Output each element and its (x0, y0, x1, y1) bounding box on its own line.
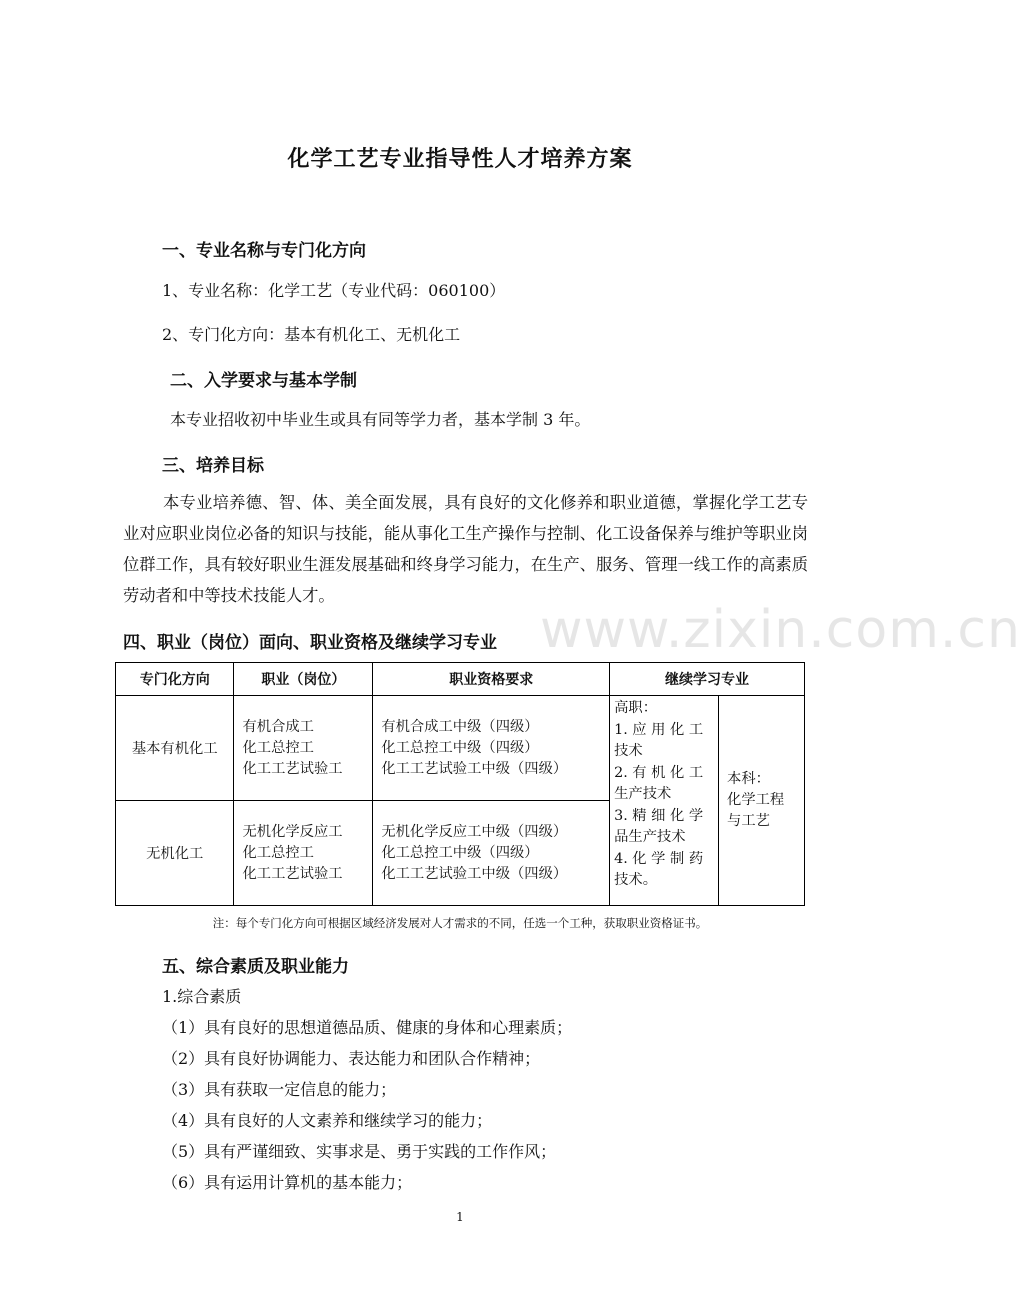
section4-heading: 四、职业（岗位）面向、职业资格及继续学习专业 (123, 633, 497, 653)
job-item: 化工工艺试验工 (242, 865, 343, 882)
gaozhi-line: 技术 (614, 743, 643, 759)
header-direction: 专门化方向 (116, 663, 234, 696)
direction-cell: 基本有机化工 (116, 696, 234, 801)
gaozhi-line: 生产技术 (614, 786, 672, 802)
jobs-cell (234, 696, 373, 801)
career-table (115, 662, 805, 906)
section5-heading: 五、综合素质及职业能力 (162, 957, 349, 977)
benke-line: 本科： (727, 771, 770, 787)
gaozhi-line: 2. 有 机 化 工 (614, 764, 704, 781)
subsection-title: 1.综合素质 (162, 987, 242, 1006)
qual-item: 无机化学反应工中级（四级） (381, 823, 568, 840)
qual-item: 化工工艺试验工中级（四级） (381, 865, 568, 882)
table-header-row (116, 663, 805, 696)
section2-heading: 二、入学要求与基本学制 (170, 371, 357, 391)
job-item: 化工工艺试验工 (242, 760, 343, 777)
qual-item: 化工总控工中级（四级） (381, 844, 539, 861)
job-item: 无机化学反应工 (242, 823, 343, 840)
header-qualification: 职业资格要求 (373, 663, 610, 696)
job-item: 有机合成工 (242, 718, 314, 735)
list-item: （5）具有严谨细致、实事求是、勇于实践的工作作风； (162, 1142, 557, 1161)
major-name: 1、专业名称：化学工艺（专业代码：060100） (162, 281, 506, 300)
list-item: （3）具有获取一定信息的能力； (162, 1080, 397, 1099)
section1-heading: 一、专业名称与专门化方向 (162, 241, 366, 261)
document-title: 化学工艺专业指导性人才培养方案 (287, 147, 633, 172)
list-item: （1）具有良好的思想道德品质、健康的身体和心理素质； (162, 1018, 573, 1037)
gaozhi-line: 品生产技术 (614, 829, 686, 845)
quals-cell (373, 696, 610, 801)
benke-cell (719, 696, 805, 906)
gaozhi-line: 4. 化 学 制 药 (614, 850, 704, 867)
qual-item: 有机合成工中级（四级） (381, 718, 539, 735)
header-job: 职业（岗位） (234, 663, 373, 696)
gaozhi-line: 3. 精 细 化 学 (614, 807, 704, 824)
section3-heading: 三、培养目标 (162, 456, 264, 476)
qual-item: 化工工艺试验工中级（四级） (381, 760, 568, 777)
header-further-study: 继续学习专业 (610, 663, 805, 696)
benke-line: 化学工程 (727, 792, 785, 808)
training-goal-text: 本专业培养德、智、体、美全面发展，具有良好的文化修养和职业道德，掌握化学工艺专业对应职业岗位必备的知识与技能，能从事化工生产操作与控制、化工设备保养与维护等职业岗位群工作，具有较好职业生涯发展基础和终身学习能力，在生产、服务、管理一线工作的高素质劳动者和中等技术技能人才。 (123, 493, 808, 605)
job-item: 化工总控工 (242, 844, 314, 861)
job-item: 化工总控工 (242, 739, 314, 756)
list-item: （4）具有良好的人文素养和继续学习的能力； (162, 1111, 493, 1130)
watermark: www.zixin.com.cn (540, 600, 1021, 660)
page-number: 1 (456, 1210, 464, 1224)
specialization: 2、专门化方向：基本有机化工、无机化工 (162, 325, 461, 344)
list-item: （6）具有运用计算机的基本能力； (162, 1173, 413, 1192)
qual-item: 化工总控工中级（四级） (381, 739, 539, 756)
table-note: 注：每个专门化方向可根据区域经济发展对人才需求的不同，任选一个工种，获取职业资格证书。 (212, 916, 708, 930)
gaozhi-line: 技术。 (614, 872, 657, 888)
table-row (116, 696, 805, 801)
quals-cell (373, 801, 610, 906)
gaozhi-line: 高职： (614, 700, 657, 716)
benke-line: 与工艺 (727, 813, 770, 829)
direction-cell: 无机化工 (116, 801, 234, 906)
gaozhi-line: 1. 应 用 化 工 (614, 721, 704, 738)
jobs-cell (234, 801, 373, 906)
gaozhi-cell (610, 696, 719, 906)
enrollment-text: 本专业招收初中毕业生或具有同等学力者，基本学制 3 年。 (170, 410, 591, 429)
list-item: （2）具有良好协调能力、表达能力和团队合作精神； (162, 1049, 541, 1068)
